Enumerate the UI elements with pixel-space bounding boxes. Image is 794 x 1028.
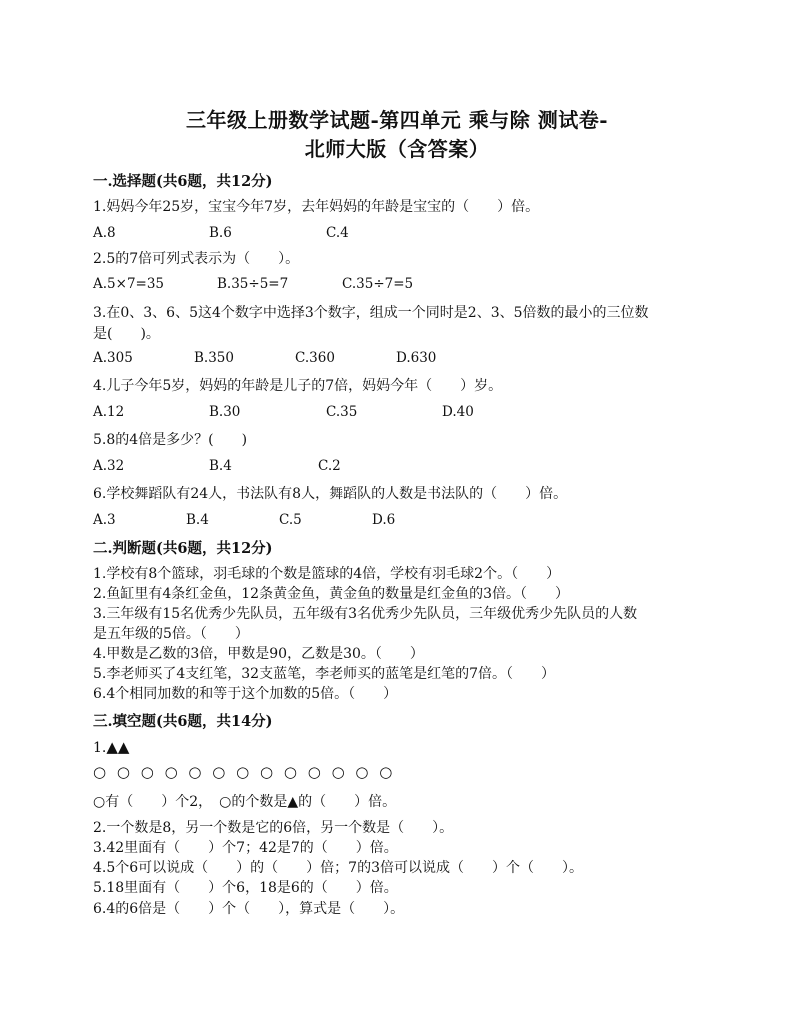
- triangle-icons: ▲▲: [106, 738, 130, 756]
- choice-6-option-c: C.5: [279, 512, 302, 528]
- choice-question-5: 5.8的4倍是多少？( ): [93, 432, 248, 448]
- judge-question-6: 6.4个相同加数的和等于这个加数的5倍。（ ）: [93, 686, 398, 702]
- judge-question-3-line1: 3.三年级有15名优秀少先队员，五年级有3名优秀少先队员，三年级优秀少先队员的人数: [93, 606, 638, 622]
- choice-question-3-line1: 3.在0、3、6、5这4个数字中选择3个数字，组成一个同时是2、3、5倍数的最小的三位数: [93, 305, 649, 321]
- page-title-line1: 三年级上册数学试题-第四单元 乘与除 测试卷-: [185, 108, 609, 132]
- choice-question-2: 2.5的7倍可列式表示为（ ）。: [93, 251, 300, 267]
- fill-question-6: 6.4的6倍是（ ）个（ ），算式是（ ）。: [93, 901, 405, 917]
- fill-question-4: 4.5个6可以说成（ ）的（ ）倍；7的3倍可以说成（ ）个（ ）。: [93, 860, 583, 876]
- fill-question-5: 5.18里面有（ ）个6，18是6的（ ）倍。: [93, 880, 398, 896]
- choice-4-option-d: D.40: [442, 404, 474, 420]
- choice-question-4: 4.儿子今年5岁，妈妈的年龄是儿子的7倍，妈妈今年（ ）岁。: [93, 378, 503, 394]
- choice-3-option-c: C.360: [295, 350, 335, 366]
- fill-question-1-number: 1.: [93, 740, 107, 756]
- choice-1-option-a: A.8: [93, 225, 116, 241]
- fill-question-1-text: ○有（ ）个2， ○的个数是▲的（ ）倍。: [93, 794, 397, 810]
- section-choice-heading: 一.选择题(共6题，共12分): [93, 173, 273, 190]
- choice-5-option-a: A.32: [93, 458, 125, 474]
- judge-question-3-line2: 是五年级的5倍。（ ）: [93, 626, 249, 642]
- circle-icons-row: ○ ○ ○ ○ ○ ○ ○ ○ ○ ○ ○ ○ ○: [93, 763, 396, 781]
- choice-1-option-b: B.6: [209, 225, 232, 241]
- judge-question-1: 1.学校有8个篮球，羽毛球的个数是篮球的4倍，学校有羽毛球2个。（ ）: [93, 566, 561, 582]
- choice-4-option-a: A.12: [93, 404, 125, 420]
- choice-2-option-c: C.35÷7=5: [342, 276, 414, 292]
- choice-3-option-a: A.305: [93, 350, 133, 366]
- choice-question-3-line2: 是( )。: [93, 326, 160, 342]
- choice-3-option-d: D.630: [396, 350, 437, 366]
- choice-question-1: 1.妈妈今年25岁，宝宝今年7岁，去年妈妈的年龄是宝宝的（ ）倍。: [93, 199, 540, 215]
- choice-question-6: 6.学校舞蹈队有24人，书法队有8人，舞蹈队的人数是书法队的（ ）倍。: [93, 486, 568, 502]
- section-judge-heading: 二.判断题(共6题，共12分): [93, 540, 273, 557]
- page-title-line2: 北师大版（含答案）: [304, 137, 490, 161]
- choice-4-option-b: B.30: [209, 404, 241, 420]
- judge-question-5: 5.李老师买了4支红笔，32支蓝笔，李老师买的蓝笔是红笔的7倍。（ ）: [93, 666, 555, 682]
- choice-5-option-b: B.4: [209, 458, 232, 474]
- judge-question-4: 4.甲数是乙数的3倍，甲数是90，乙数是30。（ ）: [93, 646, 424, 662]
- fill-question-3: 3.42里面有（ ）个7；42是7的（ ）倍。: [93, 840, 398, 856]
- choice-6-option-b: B.4: [186, 512, 209, 528]
- choice-1-option-c: C.4: [326, 225, 349, 241]
- choice-2-option-a: A.5×7=35: [93, 276, 165, 292]
- choice-4-option-c: C.35: [326, 404, 358, 420]
- fill-question-2: 2.一个数是8，另一个数是它的6倍，另一个数是（ ）。: [93, 820, 454, 836]
- choice-6-option-a: A.3: [93, 512, 116, 528]
- section-fill-heading: 三.填空题(共6题，共14分): [93, 713, 273, 730]
- judge-question-2: 2.鱼缸里有4条红金鱼，12条黄金鱼，黄金鱼的数量是红金鱼的3倍。（ ）: [93, 586, 569, 602]
- choice-3-option-b: B.350: [194, 350, 234, 366]
- fill-question-1-label: [93, 738, 129, 756]
- choice-2-option-b: B.35÷5=7: [217, 276, 289, 292]
- choice-5-option-c: C.2: [318, 458, 341, 474]
- choice-6-option-d: D.6: [372, 512, 396, 528]
